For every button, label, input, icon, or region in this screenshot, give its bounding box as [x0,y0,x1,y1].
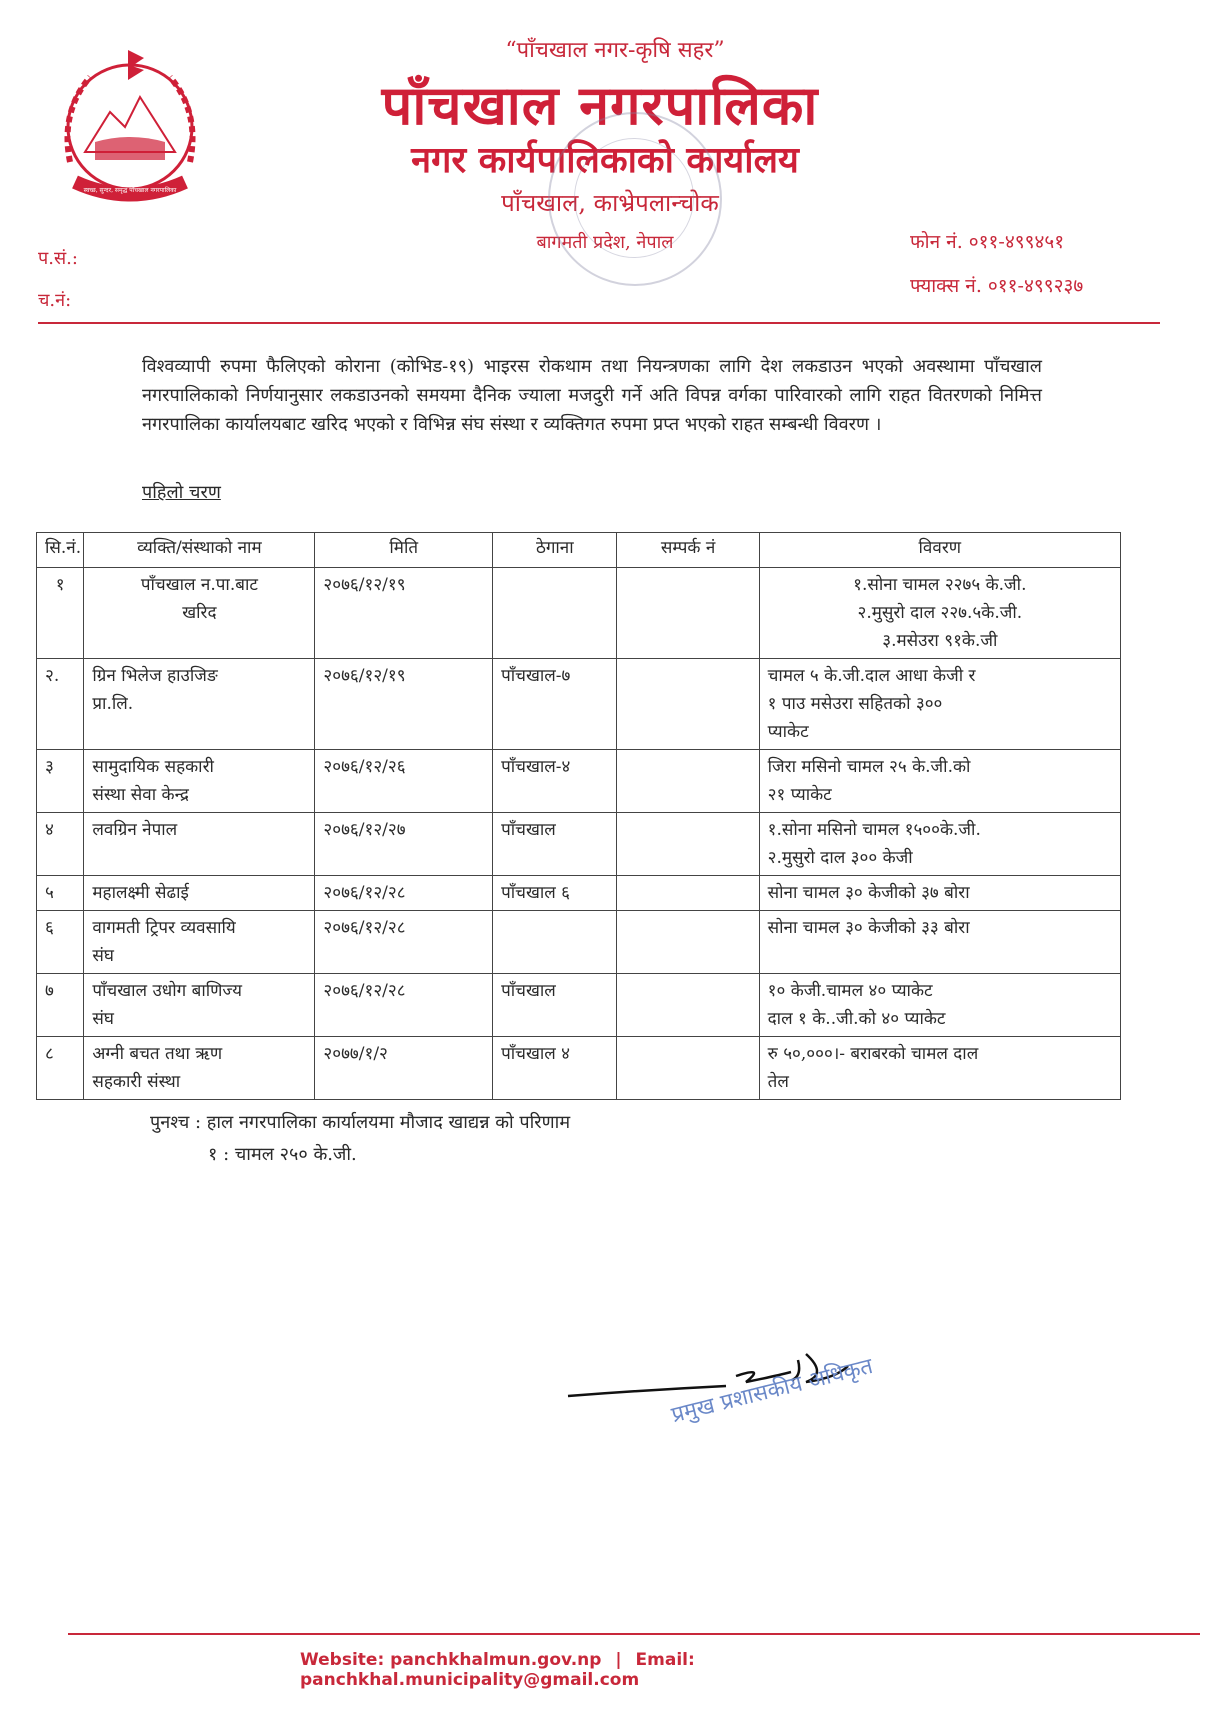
footer-separator: | [615,1650,622,1670]
cell-address: पाँचखाल [493,813,617,876]
cell-detail: सोना चामल ३० केजीको ३७ बोरा [759,876,1120,911]
col-header-detail: विवरण [759,533,1120,568]
signatory-title: प्रमुख प्रशासकीय अधिकृत [668,1353,876,1429]
cell-detail: जिरा मसिनो चामल २५ के.जी.को २१ प्याकेट [759,750,1120,813]
table-row [37,813,1121,876]
col-header-address: ठेगाना [493,533,617,568]
cell-name: अग्नी बचत तथा ऋण सहकारी संस्था [84,1037,315,1100]
table-row [37,750,1121,813]
table-row [37,659,1121,750]
cell-contact [617,659,759,750]
table-row [37,876,1121,911]
table-row [37,974,1121,1037]
cell-address [493,911,617,974]
cell-detail: १.सोना मसिनो चामल १५००के.जी. २.मुसुरो दाल ३०० केजी [759,813,1120,876]
cell-date: २०७७/१/२ [315,1037,493,1100]
phone-number: फोन नं. ०११-४९९४५१ [910,231,1065,253]
cell-detail: रु ५०,०००।- बराबरको चामल दाल तेल [759,1037,1120,1100]
header-divider [38,322,1160,324]
cell-name: सामुदायिक सहकारी संस्था सेवा केन्द्र [84,750,315,813]
col-header-date: मिति [315,533,493,568]
cell-sn: १ [37,568,84,659]
cell-address: पाँचखाल-४ [493,750,617,813]
cell-address: पाँचखाल ४ [493,1037,617,1100]
cell-date: २०७६/१२/२८ [315,974,493,1037]
municipality-emblem-icon [40,42,220,212]
postscript-item: १ : चामल २५० के.जी. [208,1144,357,1165]
table-header-row [37,533,1121,568]
cell-address [493,568,617,659]
cell-contact [617,876,759,911]
cell-sn: ३ [37,750,84,813]
table-row [37,911,1121,974]
office-seal-stamp [548,112,722,286]
cell-detail: सोना चामल ३० केजीको ३३ बोरा [759,911,1120,974]
phase-heading: पहिलो चरण [142,482,221,503]
cell-date: २०७६/१२/२६ [315,750,493,813]
col-header-name: व्यक्ति/संस्थाको नाम [84,533,315,568]
cell-contact [617,911,759,974]
footer-divider [68,1633,1200,1635]
emblem-banner-text: स्वच्छ, सुन्दर, समृद्ध पाँचखाल नगरपालिका [83,187,177,194]
cell-name: लवग्रिन नेपाल [84,813,315,876]
office-address: पाँचखाल, काभ्रेपलान्चोक [501,189,719,217]
cell-contact [617,568,759,659]
intro-paragraph: विश्वव्यापी रुपमा फैलिएको कोराना (कोभिड-१९) भाइरस रोकथाम तथा नियन्त्रणका लागि देश लकडाउन भएको अवस्थामा पाँचखाल नगरपालिकाको निर्णयानुसार लकडाउनको समयमा दैनिक ज्याला मजदुरी गर्ने अति विपन्न वर्गका पारिवारको लागि राहत वितरणको निमित्त नगरपालिका कार्यालयबाट खरिद भएको र विभिन्न संघ संस्था र व्यक्तिगत रुपमा प्रप्त भएको राहत सम्बन्धी विवरण । [142,356,1042,435]
cell-name: ग्रिन भिलेज हाउजिङ प्रा.लि. [84,659,315,750]
cell-address: पाँचखाल ६ [493,876,617,911]
cell-sn: ५ [37,876,84,911]
table-row [37,568,1121,659]
col-header-contact: सम्पर्क नं [617,533,759,568]
relief-table [36,532,1121,1100]
cell-contact [617,750,759,813]
cell-contact [617,813,759,876]
cell-sn: २. [37,659,84,750]
col-header-sn: सि.नं. [37,533,84,568]
postscript-note: पुनश्च : हाल नगरपालिका कार्यालयमा मौजाद खाद्यन्न को परिणाम [150,1112,571,1133]
cell-name: पाँचखाल न.पा.बाट खरिद [84,568,315,659]
municipality-motto: “पाँचखाल नगर-कृषि सहर” [505,38,725,63]
cell-address: पाँचखाल-७ [493,659,617,750]
cell-date: २०७६/१२/२७ [315,813,493,876]
cell-sn: ८ [37,1037,84,1100]
cell-sn: ७ [37,974,84,1037]
cell-date: २०७६/१२/१९ [315,659,493,750]
cell-detail: १.सोना चामल २२७५ के.जी. २.मुसुरो दाल २२७.५के.जी. ३.मसेउरा ९१के.जी [759,568,1120,659]
cell-detail: चामल ५ के.जी.दाल आधा केजी र १ पाउ मसेउरा सहितको ३०० प्याकेट [759,659,1120,750]
cell-name: वागमती ट्रिपर व्यवसायि संघ [84,911,315,974]
office-name: नगर कार्यपालिकाको कार्यालय [411,140,799,181]
footer-email: Email: panchkhal.municipality@gmail.com [300,1650,695,1690]
fax-number: फ्याक्स नं. ०११-४९९२३७ [910,275,1084,297]
cell-date: २०७६/१२/१९ [315,568,493,659]
dispatch-number-label: च.नं: [38,290,72,311]
footer-website: Website: panchkhalmun.gov.np [300,1650,602,1670]
municipality-title: पाँचखाल नगरपालिका [381,74,819,137]
cell-contact [617,974,759,1037]
footer-contact [300,1650,1000,1690]
stamp-inner-ring [574,138,694,258]
cell-contact [617,1037,759,1100]
reference-number-label: प.सं.: [38,248,78,269]
cell-detail: १० केजी.चामल ४० प्याकेट दाल १ के..जी.को ४० प्याकेट [759,974,1120,1037]
cell-date: २०७६/१२/२८ [315,911,493,974]
cell-address: पाँचखाल [493,974,617,1037]
cell-sn: ४ [37,813,84,876]
cell-date: २०७६/१२/२८ [315,876,493,911]
cell-name: महालक्ष्मी सेढाई [84,876,315,911]
cell-sn: ६ [37,911,84,974]
office-province: बागमती प्रदेश, नेपाल [536,232,674,253]
cell-name: पाँचखाल उधोग बाणिज्य संघ [84,974,315,1037]
table-row [37,1037,1121,1100]
